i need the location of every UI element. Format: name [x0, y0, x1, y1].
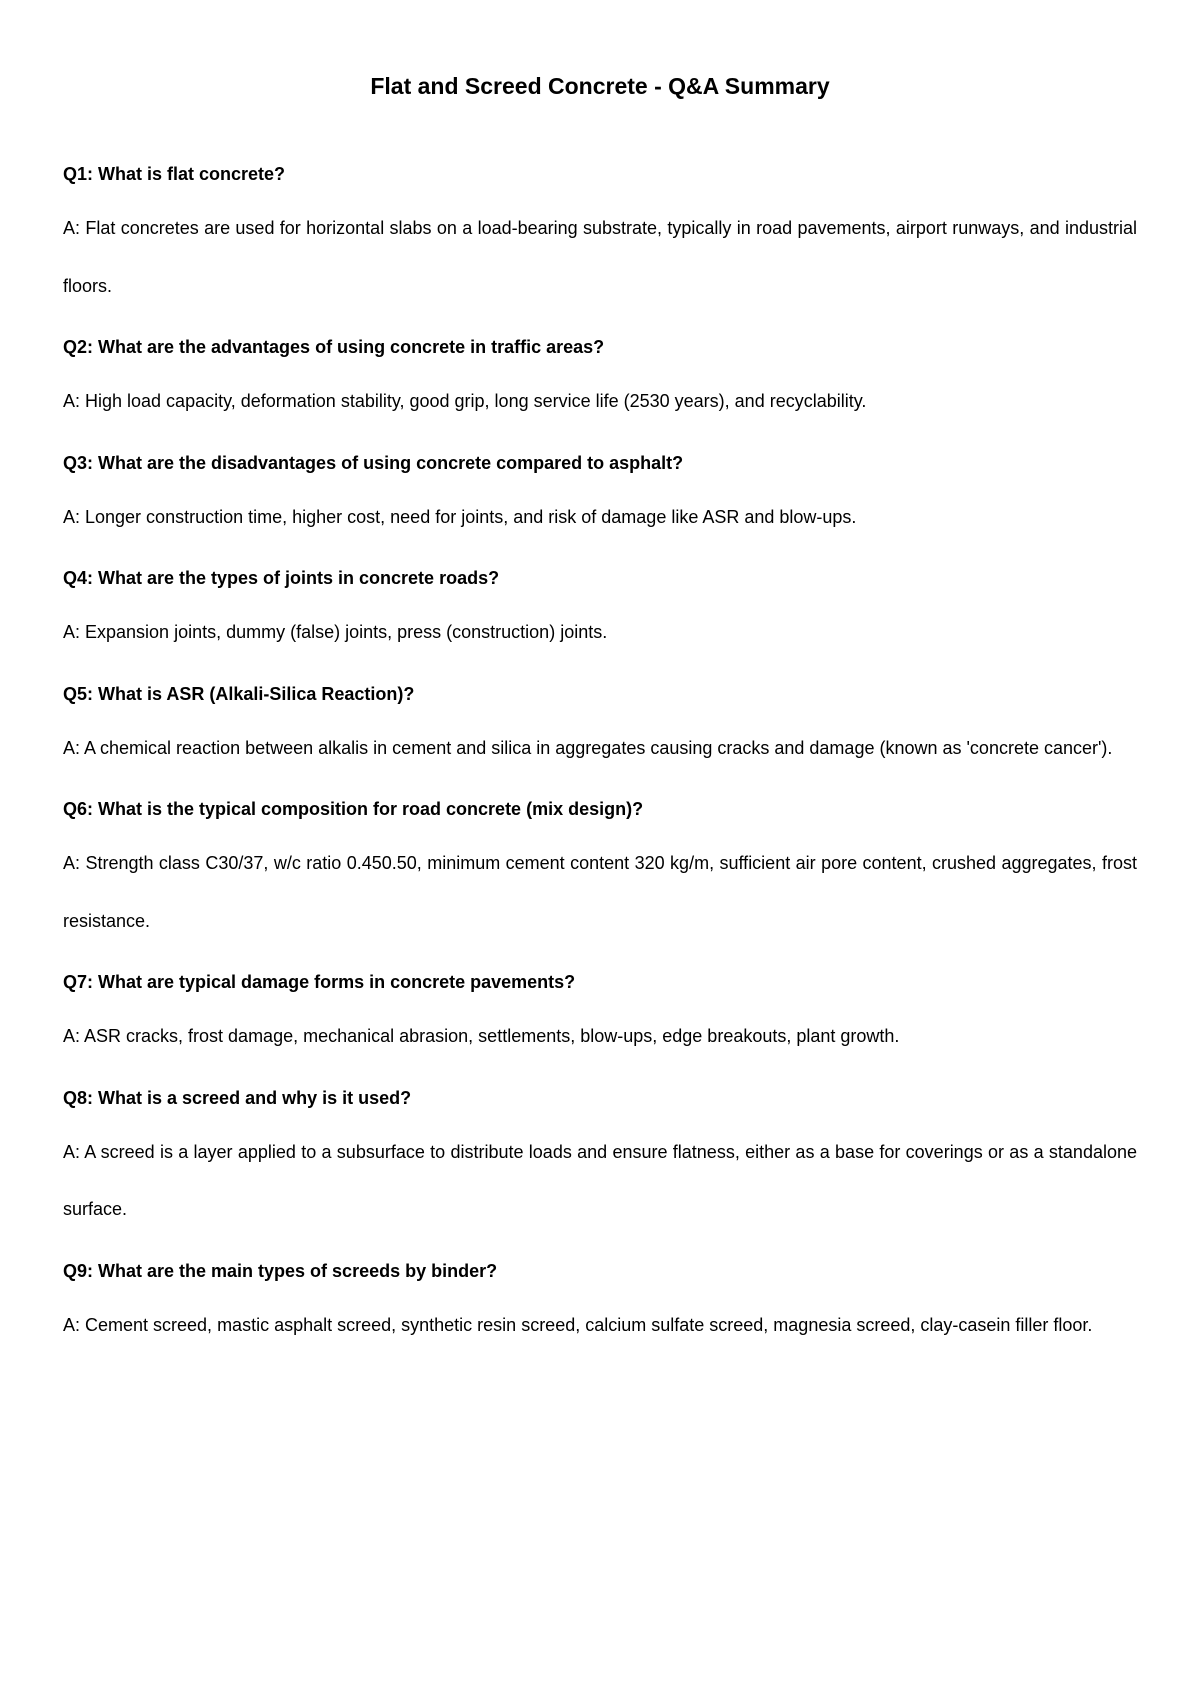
qa-item-3: [63, 451, 1137, 547]
qa-item-6: [63, 797, 1137, 950]
qa-item-4: [63, 566, 1137, 662]
question-7: Q7: What are typical damage forms in concrete pavements?: [63, 972, 576, 992]
question-2: Q2: What are the advantages of using concrete in traffic areas?: [63, 337, 605, 357]
answer-4: A: Expansion joints, dummy (false) joints, press (construction) joints.: [63, 622, 608, 642]
question-1: Q1: What is flat concrete?: [63, 164, 286, 184]
qa-item-8: [63, 1086, 1137, 1239]
answer-7: A: ASR cracks, frost damage, mechanical abrasion, settlements, blow-ups, edge breakouts, plant growth.: [63, 1026, 900, 1046]
qa-item-7: [63, 970, 1137, 1066]
qa-item-1: [63, 162, 1137, 315]
answer-2: A: High load capacity, deformation stability, good grip, long service life (2530 years), and recyclability.: [63, 391, 867, 411]
answer-6: A: Strength class C30/37, w/c ratio 0.450.50, minimum cement content 320 kg/m, sufficient air pore content, crushed aggregates, frost resistance.: [63, 853, 1137, 931]
answer-8: A: A screed is a layer applied to a subsurface to distribute loads and ensure flatness, either as a base for coverings or as a standalone surface.: [63, 1141, 1137, 1219]
question-5: Q5: What is ASR (Alkali-Silica Reaction)?: [63, 683, 415, 704]
question-8: Q8: What is a screed and why is it used?: [63, 1087, 412, 1108]
document-title: Flat and Screed Concrete - Q&A Summary: [370, 73, 830, 99]
question-3: Q3: What are the disadvantages of using concrete compared to asphalt?: [63, 452, 684, 473]
answer-3: A: Longer construction time, higher cost, need for joints, and risk of damage like ASR and blow-ups.: [63, 506, 857, 527]
answer-9: A: Cement screed, mastic asphalt screed, synthetic resin screed, calcium sulfate screed, magnesia screed, clay-casein filler floor.: [63, 1314, 1093, 1335]
qa-item-5: [63, 682, 1137, 778]
answer-5: A: A chemical reaction between alkalis in cement and silica in aggregates causing cracks and damage (known as 'concrete cancer').: [63, 737, 1113, 758]
qa-list: [63, 162, 1137, 1354]
answer-1: A: Flat concretes are used for horizontal slabs on a load-bearing substrate, typically in road pavements, airport runways, and industrial floors.: [63, 218, 1137, 296]
qa-item-9: [63, 1259, 1137, 1355]
qa-item-2: [63, 335, 1137, 431]
question-9: Q9: What are the main types of screeds by binder?: [63, 1260, 498, 1281]
question-4: Q4: What are the types of joints in concrete roads?: [63, 568, 500, 588]
question-6: Q6: What is the typical composition for road concrete (mix design)?: [63, 799, 644, 819]
